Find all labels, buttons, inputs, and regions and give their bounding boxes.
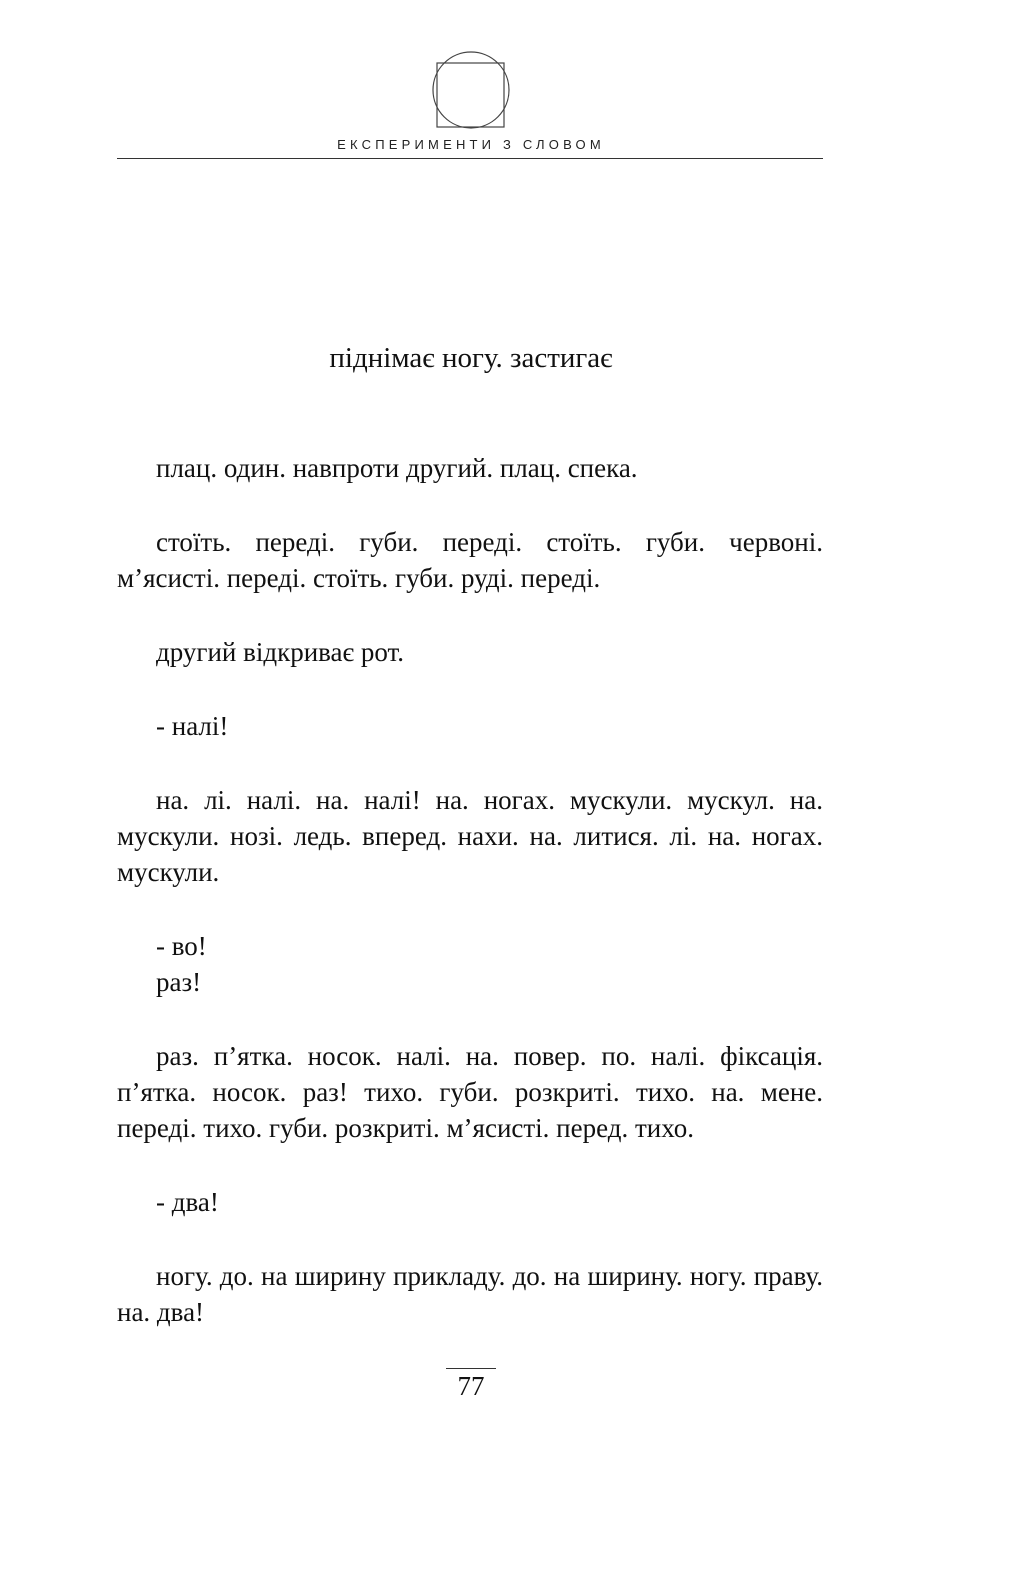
paragraph: другий відкриває рот. bbox=[156, 637, 405, 667]
header-rule bbox=[117, 158, 823, 159]
page-number: 77 bbox=[446, 1368, 496, 1403]
dialogue-line: - налі! bbox=[156, 711, 229, 741]
paragraph: стоїть. переді. губи. переді. стоїть. губи. червоні. м’ясисті. переді. стоїть. губи. руді. переді. bbox=[117, 527, 823, 593]
running-head: ЕКСПЕРИМЕНТИ З СЛОВОМ bbox=[337, 137, 605, 152]
circle-square-emblem-icon bbox=[431, 50, 511, 130]
chapter-title: піднімає ногу. застигає bbox=[329, 342, 613, 374]
paragraph: на. лі. налі. на. налі! на. ногах. мускули. мускул. на. мускули. нозі. ледь. вперед. нахи. на. литися. лі. на. ногах. мускули. bbox=[117, 785, 823, 887]
body-text bbox=[117, 450, 823, 1330]
paragraph: ногу. до. на ширину прикладу. до. на ширину. ногу. праву. на. два! bbox=[117, 1261, 823, 1327]
dialogue-line: - два! bbox=[156, 1187, 219, 1217]
dialogue-line: - во! bbox=[156, 931, 207, 961]
paragraph: плац. один. навпроти другий. плац. спека. bbox=[156, 453, 638, 483]
paragraph: раз. п’ятка. носок. налі. на. повер. по. налі. фіксація. п’ятка. носок. раз! тихо. губи. розкриті. тихо. на. мене. переді. тихо. губи. розкриті. м’ясисті. перед. тихо. bbox=[117, 1041, 823, 1143]
dialogue-line: раз! bbox=[156, 967, 202, 997]
